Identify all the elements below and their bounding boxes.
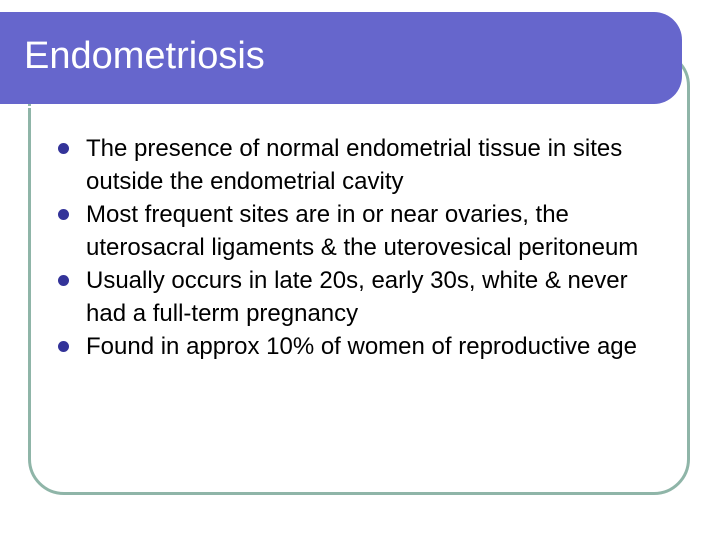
bullet-item — [56, 264, 666, 330]
bullet-text: Most frequent sites are in or near ovaries, the uterosacral ligaments & the uterovesical peritoneum — [86, 201, 639, 261]
title-underline — [24, 106, 642, 108]
slide-title: Endometriosis — [24, 35, 265, 77]
bullet-dot-icon — [58, 143, 69, 154]
bullet-item — [56, 330, 666, 363]
bullet-text: The presence of normal endometrial tissue in sites outside the endometrial cavity — [86, 135, 623, 195]
bullet-list — [56, 132, 666, 363]
bullet-text: Usually occurs in late 20s, early 30s, white & never had a full-term pregnancy — [86, 267, 628, 327]
title-bar — [0, 12, 682, 104]
bullet-dot-icon — [58, 341, 69, 352]
bullet-dot-icon — [58, 275, 69, 286]
bullet-item — [56, 198, 666, 264]
bullet-item — [56, 132, 666, 198]
bullet-dot-icon — [58, 209, 69, 220]
bullet-text: Found in approx 10% of women of reproductive age — [86, 333, 638, 360]
